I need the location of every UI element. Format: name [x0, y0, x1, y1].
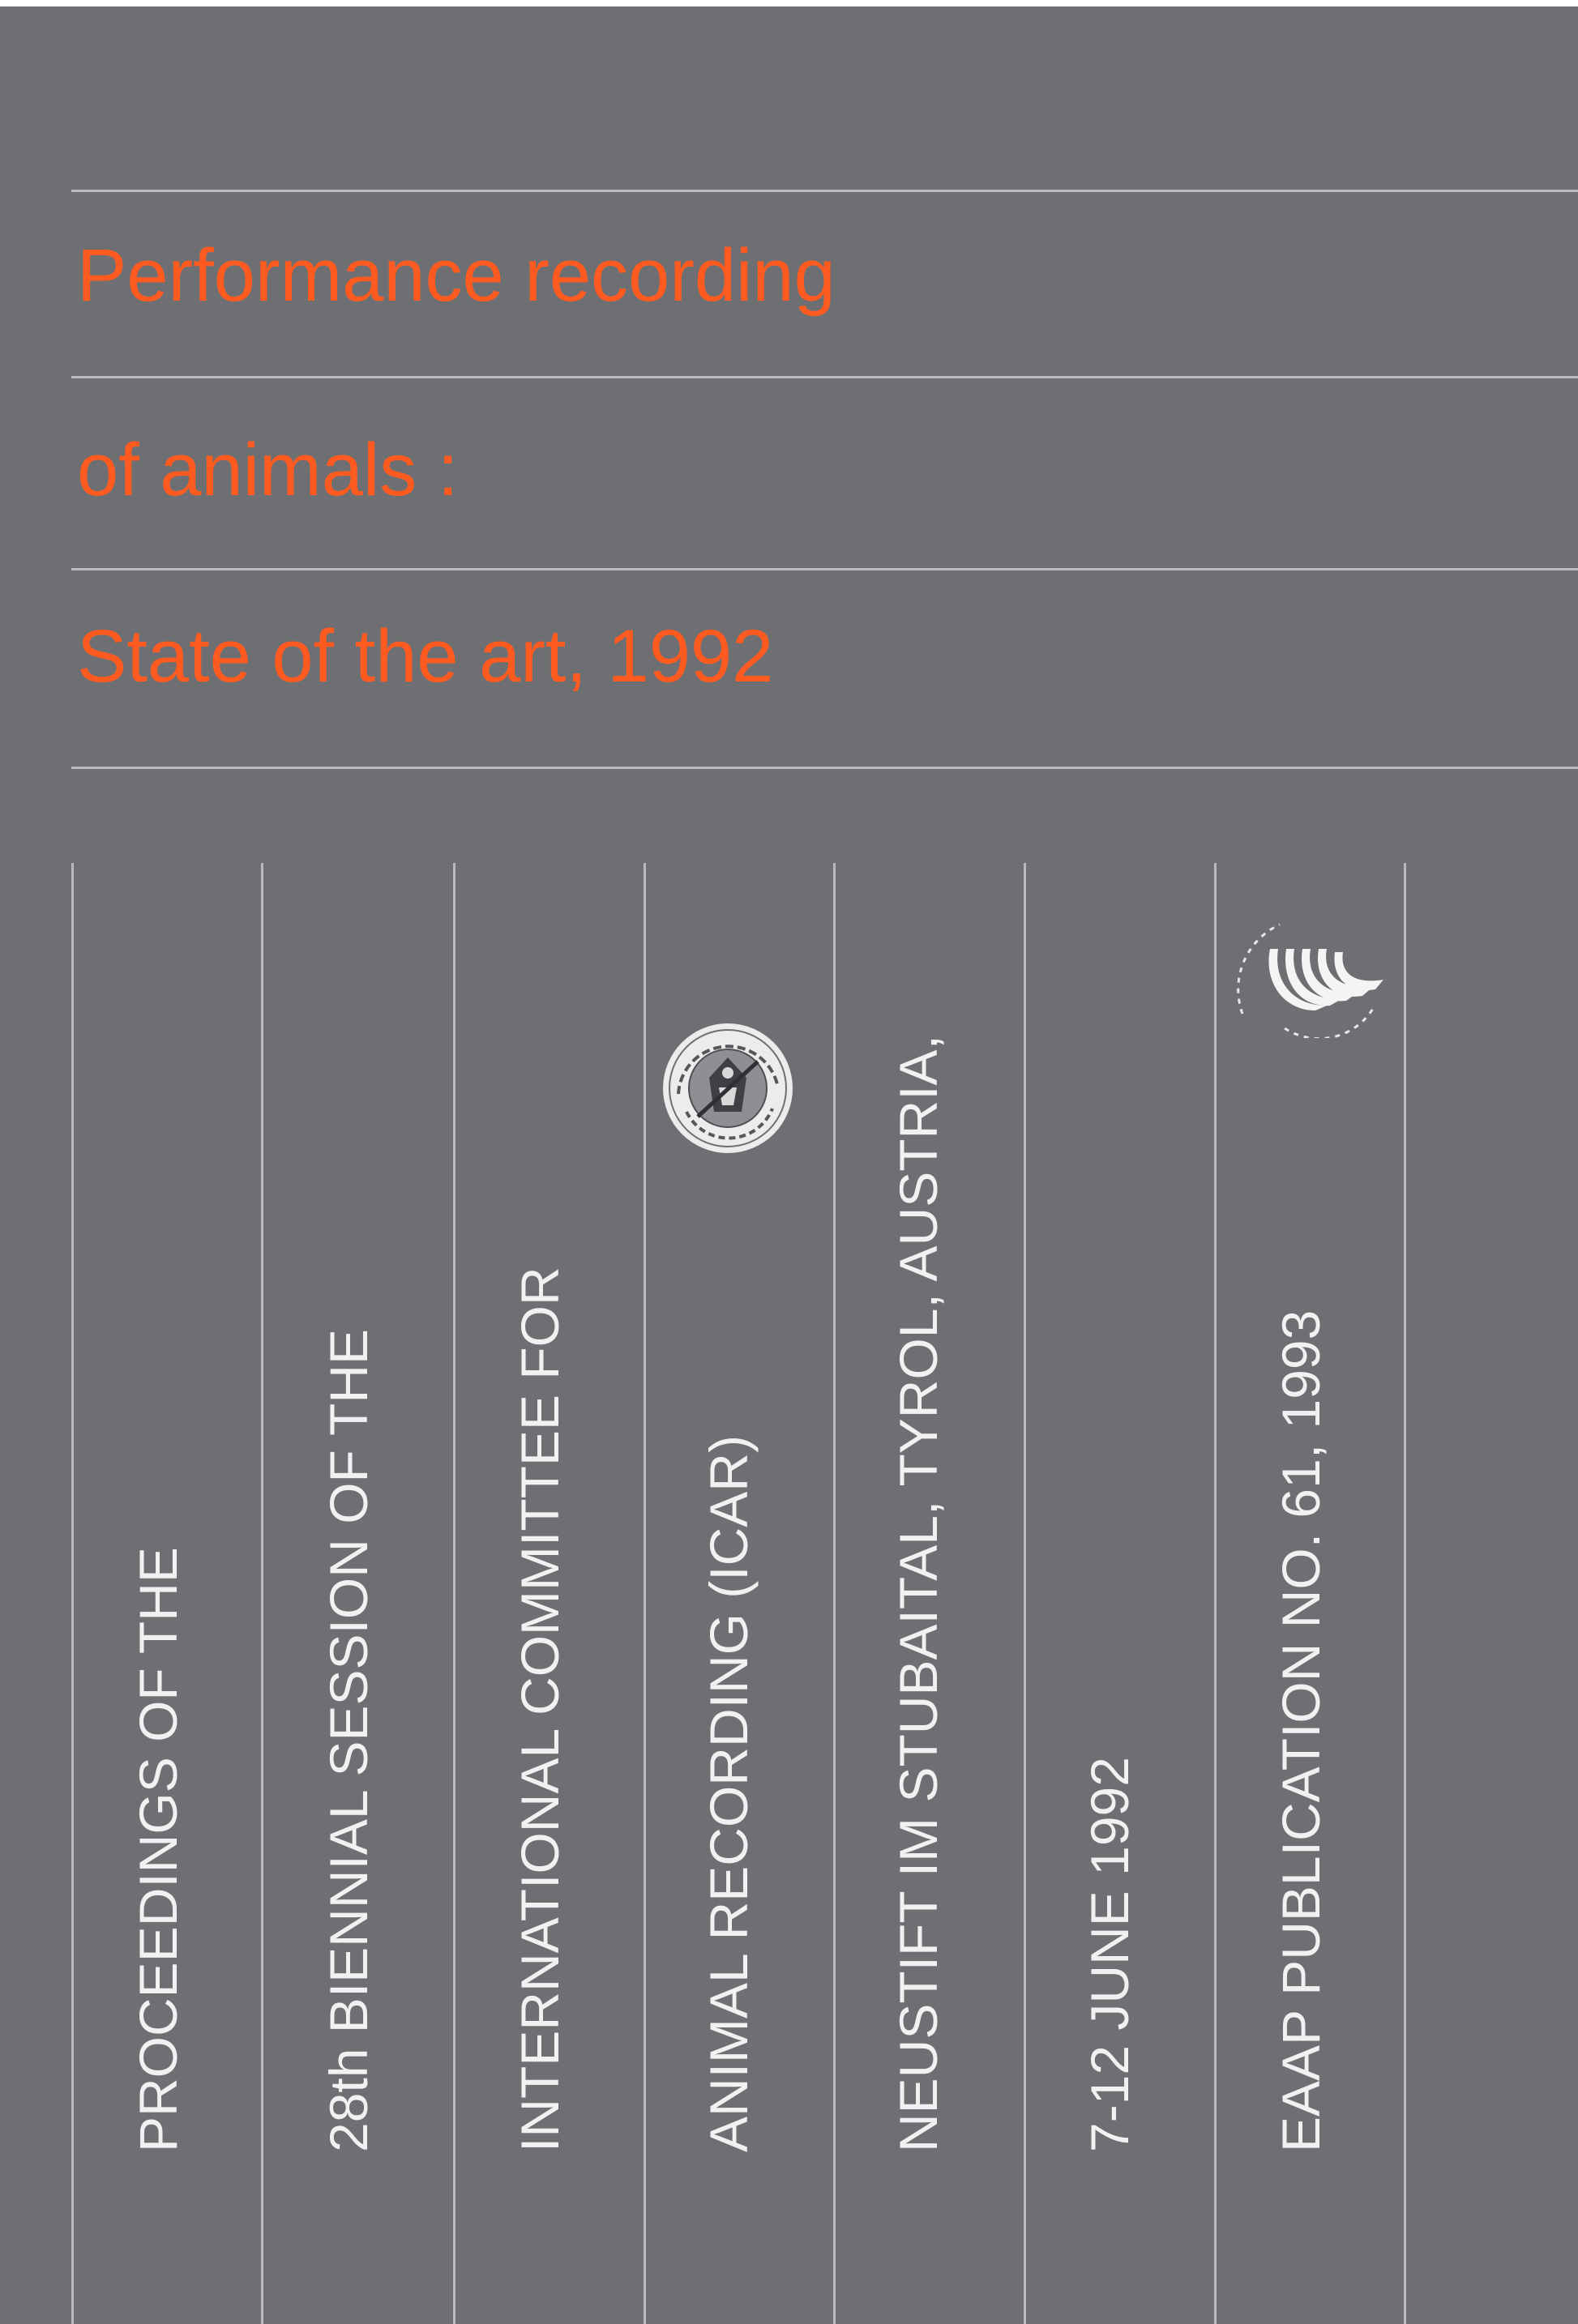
column-rule-4 [644, 863, 646, 2324]
eaap-logo-icon [1236, 916, 1387, 1038]
column-rule-3 [453, 863, 455, 2324]
title-rule-top [71, 190, 1578, 192]
title-line-3: State of the art, 1992 [77, 615, 774, 698]
column-rule-7 [1214, 863, 1217, 2324]
column-rule-8 [1404, 863, 1406, 2324]
column-text-4: ANIMAL RECORDING (ICAR) [699, 1435, 759, 2152]
column-rule-2 [261, 863, 263, 2324]
column-text-2: 28th BIENNIAL SESSION OF THE [319, 1328, 378, 2152]
icar-seal-icon [661, 1021, 795, 1156]
book-cover [0, 6, 1578, 2324]
column-text-7: EAAP PUBLICATION NO. 61, 1993 [1271, 1309, 1331, 2152]
column-rule-6 [1024, 863, 1026, 2324]
column-text-5: NEUSTIFT IM STUBAITAL, TYROL, AUSTRIA, [888, 1035, 948, 2152]
title-line-1: Performance recording [77, 234, 836, 317]
title-line-2: of animals : [77, 429, 459, 511]
column-rule-1 [71, 863, 74, 2324]
column-rule-5 [833, 863, 836, 2324]
title-rule-3 [71, 568, 1578, 570]
title-rule-2 [71, 376, 1578, 378]
column-text-1: PROCEEDINGS OF THE [128, 1547, 188, 2152]
title-rule-bottom [71, 767, 1578, 769]
column-text-6: 7-12 JUNE 1992 [1080, 1757, 1140, 2152]
column-text-3: INTERNATIONAL COMMITTEE FOR [510, 1267, 570, 2152]
